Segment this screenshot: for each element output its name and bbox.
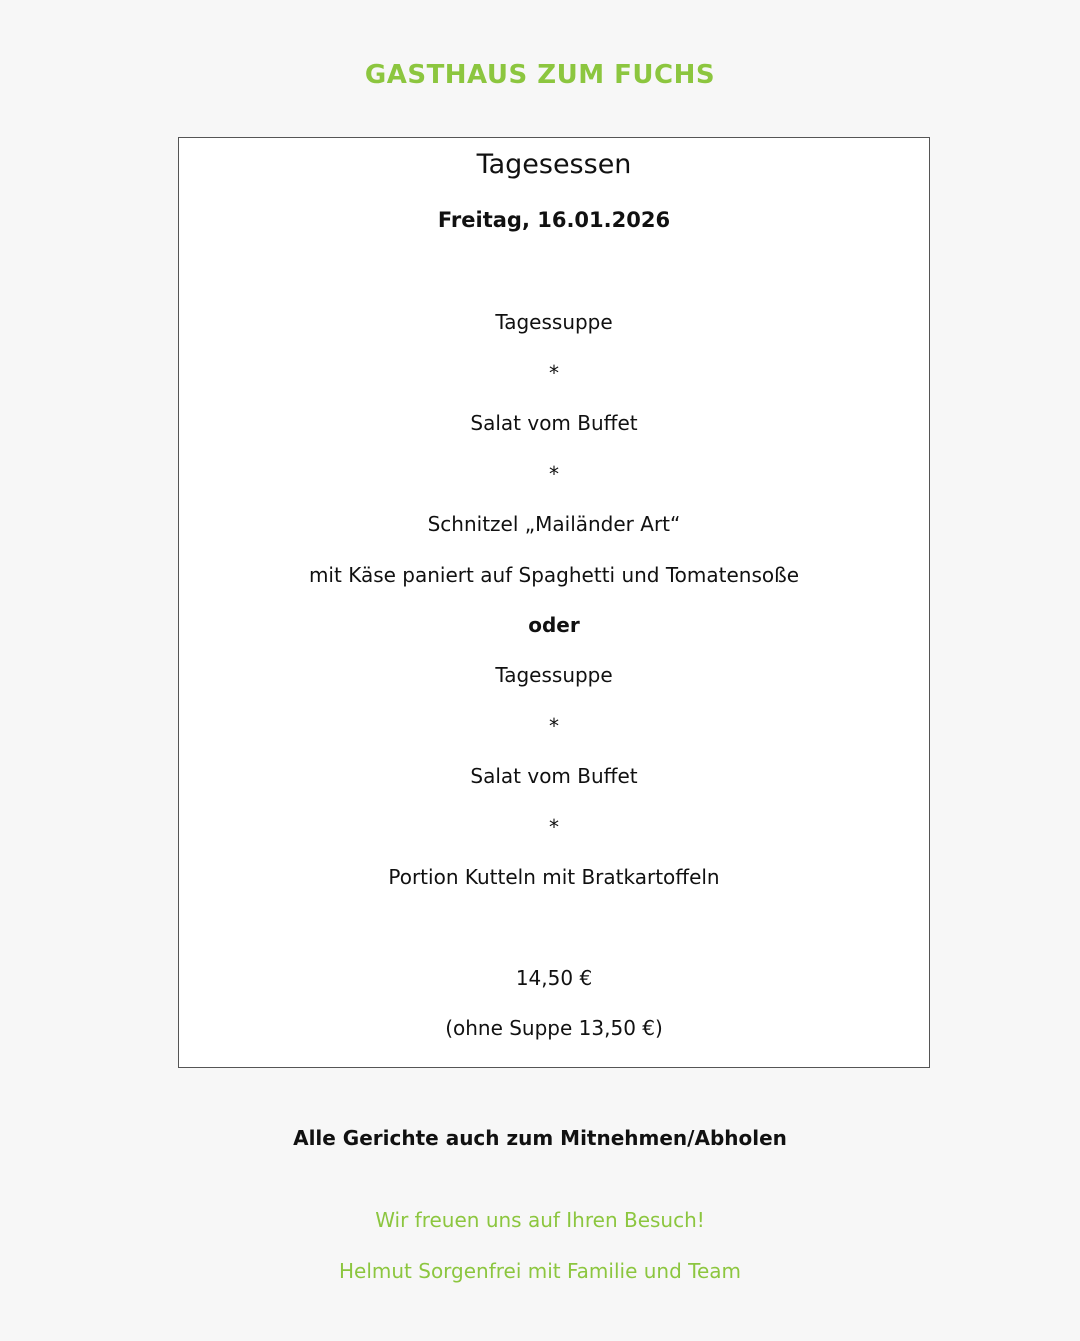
menu-title: Tagesessen (476, 149, 632, 180)
option1-soup: Tagessuppe (495, 310, 613, 334)
option1-separator-2: * (549, 462, 559, 486)
menu-price: 14,50 € (515, 966, 593, 990)
option2-soup: Tagessuppe (495, 663, 613, 687)
footer-greeting: Wir freuen uns auf Ihren Besuch! (375, 1208, 705, 1232)
option1-main-description: mit Käse paniert auf Spaghetti und Tomatensoße (308, 563, 800, 587)
option2-salad: Salat vom Buffet (470, 764, 638, 788)
option1-separator-1: * (549, 361, 559, 385)
option2-main: Portion Kutteln mit Bratkartoffeln (388, 865, 720, 889)
menu-date: Freitag, 16.01.2026 (437, 208, 671, 232)
or-label: oder (528, 613, 580, 637)
option1-salad: Salat vom Buffet (470, 411, 638, 435)
menu-price-note: (ohne Suppe 13,50 €) (445, 1016, 663, 1040)
daily-menu-box (178, 137, 930, 1068)
option2-separator-1: * (549, 714, 559, 738)
option2-separator-2: * (549, 815, 559, 839)
footer-signature: Helmut Sorgenfrei mit Familie und Team (338, 1259, 742, 1283)
restaurant-name: GASTHAUS ZUM FUCHS (364, 60, 716, 90)
option1-main: Schnitzel „Mailänder Art“ (427, 512, 681, 536)
takeaway-note: Alle Gerichte auch zum Mitnehmen/Abholen (293, 1126, 787, 1150)
